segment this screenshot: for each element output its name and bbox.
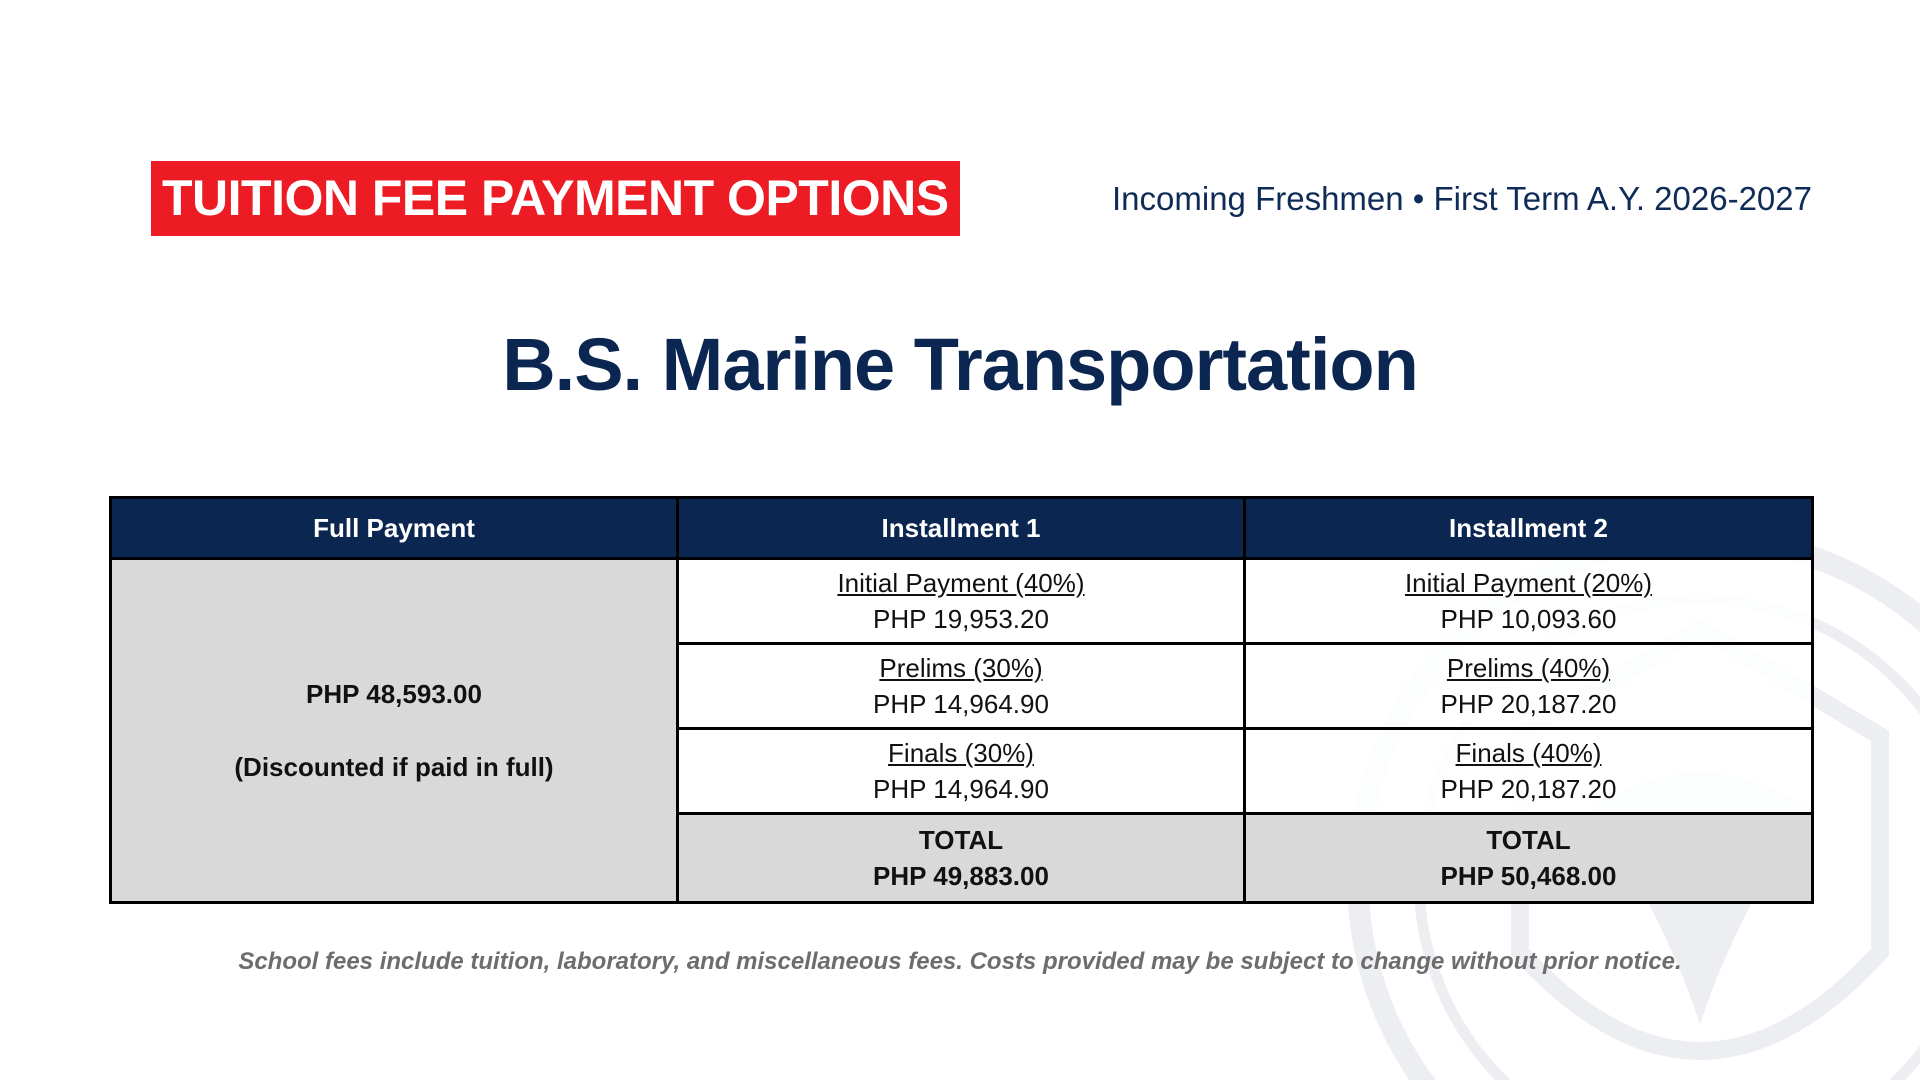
header-row (151, 161, 1812, 236)
installment-1-finals-label: Finals (30%) (888, 738, 1034, 768)
spacer (112, 710, 676, 752)
installment-2-initial-cell (1245, 559, 1813, 644)
installment-2-prelims-cell (1245, 644, 1813, 729)
page-subtitle: Incoming Freshmen • First Term A.Y. 2026-2027 (1112, 179, 1812, 217)
fee-table (109, 496, 1814, 904)
installment-2-finals-cell (1245, 729, 1813, 814)
installment-2-total-cell (1245, 814, 1813, 903)
program-title: B.S. Marine Transportation (502, 323, 1418, 406)
installment-1-initial-label: Initial Payment (40%) (837, 568, 1085, 598)
installment-2-finals-amount: PHP 20,187.20 (1440, 774, 1617, 804)
installment-2-prelims-amount: PHP 20,187.20 (1440, 689, 1617, 719)
installment-1-total-cell (678, 814, 1245, 903)
installment-1-finals-cell (678, 729, 1245, 814)
installment-1-total-label: TOTAL (918, 825, 1004, 855)
installment-1-initial-amount: PHP 19,953.20 (873, 604, 1049, 634)
installment-1-initial-cell (678, 559, 1245, 644)
installment-1-prelims-label: Prelims (30%) (879, 653, 1043, 683)
installment-2-prelims-label: Prelims (40%) (1446, 653, 1611, 683)
column-header-installment-1: Installment 1 (678, 498, 1245, 559)
full-payment-cell (111, 559, 678, 903)
installment-1-prelims-amount: PHP 14,964.90 (873, 689, 1049, 719)
full-payment-note: (Discounted if paid in full) (234, 751, 554, 782)
page-title-badge: TUITION FEE PAYMENT OPTIONS (151, 161, 960, 236)
table-row (111, 559, 1813, 644)
footer-note: School fees include tuition, laboratory, and miscellaneous fees. Costs provided may be subject to change without prior notice. (238, 948, 1682, 975)
column-header-installment-2: Installment 2 (1245, 498, 1813, 559)
installment-2-initial-amount: PHP 10,093.60 (1440, 604, 1617, 634)
installment-1-finals-amount: PHP 14,964.90 (873, 774, 1049, 804)
installment-1-prelims-cell (678, 644, 1245, 729)
installment-2-initial-label: Initial Payment (20%) (1404, 568, 1653, 598)
installment-2-total-label: TOTAL (1486, 825, 1571, 855)
table-header-row (111, 498, 1813, 559)
installment-2-total-amount: PHP 50,468.00 (1440, 861, 1617, 891)
full-payment-amount: PHP 48,593.00 (306, 678, 482, 709)
installment-1-total-amount: PHP 49,883.00 (873, 861, 1049, 891)
column-header-full-payment: Full Payment (111, 498, 678, 559)
installment-2-finals-label: Finals (40%) (1455, 738, 1602, 768)
